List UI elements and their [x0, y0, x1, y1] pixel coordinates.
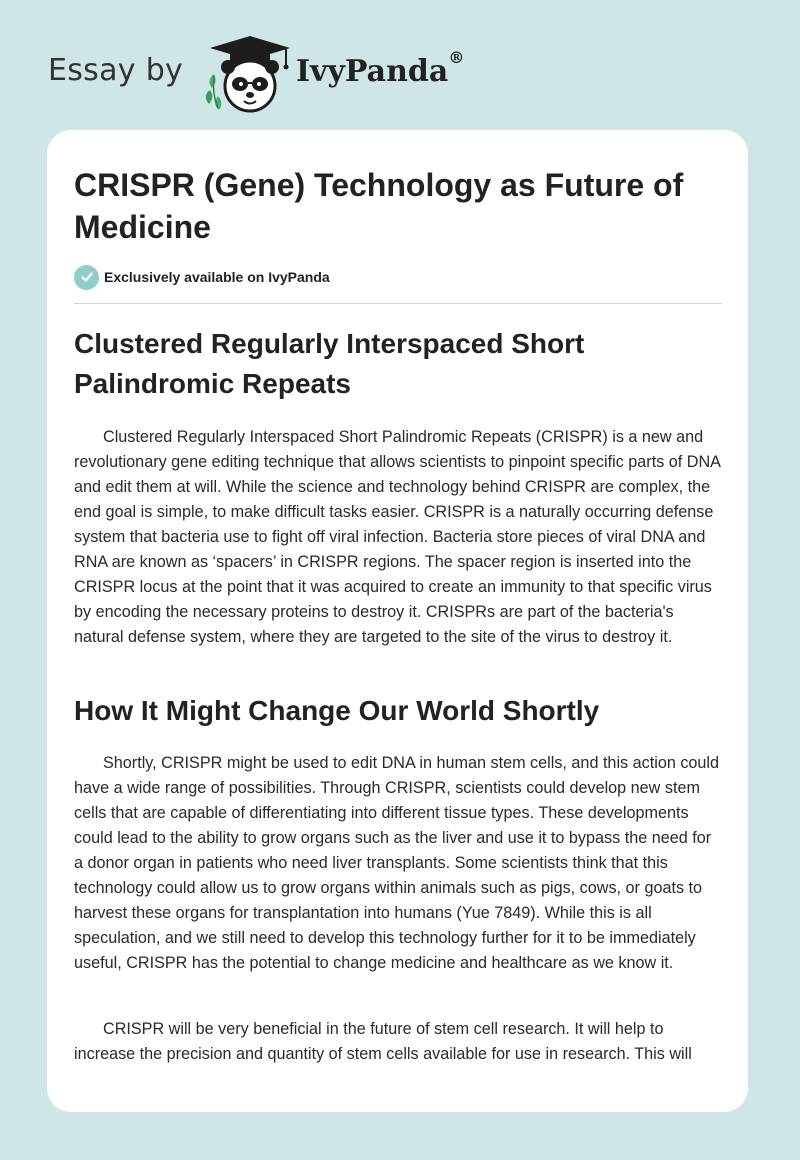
exclusive-badge	[74, 264, 330, 290]
paragraph: Shortly, CRISPR might be used to edit DNA in human stem cells, and this action could have a wide range of possibilities. Through CRISPR, scientists could develop new stem cells that are capable of differentiating into different tissue types. These developments could lead to the ability to grow organs such as the liver and use it to bypass the need for a donor organ in patients who need liver transplants. Some scientists think that this technology could allow us to grow organs within animals such as pigs, cows, or goats to harvest these organs for transplantation into humans (Yue 7849). While this is all speculation, and we still need to develop this technology further for it to be immediately useful, CRISPR has the potential to change medicine and healthcare as we know it.	[74, 754, 720, 972]
check-circle-icon	[74, 265, 99, 290]
brand-prefix: Essay by	[48, 53, 184, 88]
essay-title: CRISPR (Gene) Technology as Future of Medicine	[74, 167, 684, 245]
panda-graduate-logo-icon[interactable]	[200, 34, 294, 114]
essay-card	[47, 130, 748, 1112]
paragraph: CRISPR will be very beneficial in the future of stem cell research. It will help to increase the precision and quantity of stem cells available for use in research. This will	[74, 1020, 692, 1063]
section-heading: How It Might Change Our World Shortly	[74, 695, 600, 726]
brand-name[interactable]: IvyPanda®	[296, 48, 465, 89]
ivy-leaf-icon	[206, 74, 222, 110]
registered-mark: ®	[448, 48, 465, 67]
divider	[74, 303, 722, 304]
exclusive-label: Exclusively available on IvyPanda	[104, 269, 330, 285]
paragraph: Clustered Regularly Interspaced Short Palindromic Repeats (CRISPR) is a new and revolutionary gene editing technique that allows scientists to pinpoint specific parts of DNA and edit them at will. While the science and technology behind CRISPR are complex, the end goal is simple, to make difficult tasks easier. CRISPR is a naturally occurring defense system that bacteria use to fight off viral infection. Bacteria store pieces of viral DNA and RNA are known as ‘spacers’ in CRISPR regions. The spacer region is inserted into the CRISPR locus at the point that it was acquired to create an immunity to that specific virus by encoding the necessary proteins to destroy it. CRISPRs are part of the bacteria's natural defense system, where they are targeted to the site of the virus to destroy it.	[74, 428, 721, 646]
section-heading: Clustered Regularly Interspaced Short Palindromic Repeats	[74, 328, 585, 399]
site-header	[48, 34, 508, 114]
